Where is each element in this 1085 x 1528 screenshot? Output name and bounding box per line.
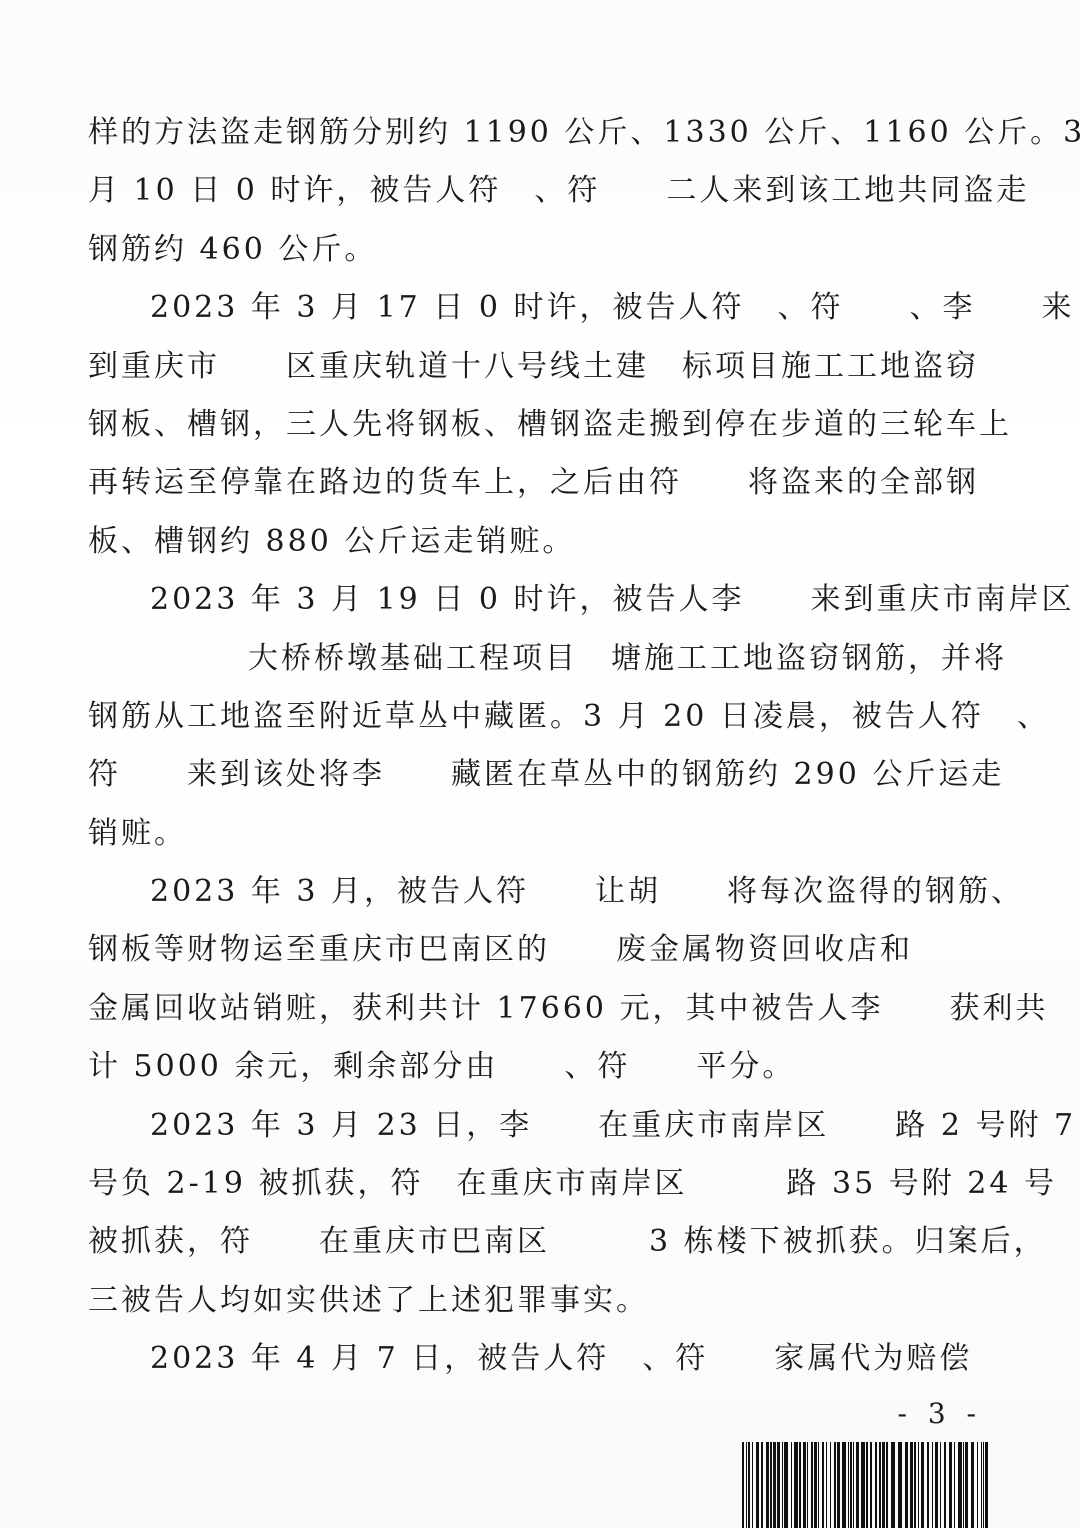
text-line: 到重庆市 区重庆轨道十八号线土建 标项目施工工地盗窃 xyxy=(88,348,979,384)
text-line: 2023 年 3 月 17 日 0 时许，被告人符 、符 、李 来 xyxy=(150,290,1075,326)
text-line: 再转运至停靠在路边的货车上，之后由符 将盗来的全部钢 xyxy=(88,465,979,501)
text-line: 金属回收站销赃，获利共计 17660 元，其中被告人李 获利共 xyxy=(88,990,1049,1026)
text-line: 计 5000 余元，剩余部分由 、符 平分。 xyxy=(88,1049,796,1085)
text-line: 号负 2-19 被抓获，符 在重庆市南岸区 路 35 号附 24 号 xyxy=(88,1166,1057,1202)
page-number: - 3 - xyxy=(897,1397,982,1430)
text-line: 被抓获，符 在重庆市巴南区 3 栋楼下被抓获。归案后， xyxy=(88,1224,1047,1260)
text-line: 样的方法盗走钢筋分别约 1190 公斤、1330 公斤、1160 公斤。3 xyxy=(88,115,1085,150)
text-line: 钢板、槽钢，三人先将钢板、槽钢盗走搬到停在步道的三轮车上 xyxy=(88,406,1012,442)
barcode-image xyxy=(740,1442,990,1528)
text-line: 2023 年 4 月 7 日，被告人符 、符 家属代为赔偿 xyxy=(150,1341,973,1377)
text-line: 月 10 日 0 时许，被告人符 、符 二人来到该工地共同盗走 xyxy=(88,173,1030,209)
text-line: 板、槽钢约 880 公斤运走销赃。 xyxy=(88,523,576,559)
text-line: 钢板等财物运至重庆市巴南区的 废金属物资回收店和 xyxy=(88,932,913,968)
text-line: 大桥桥墩基础工程项目 塘施工工地盗窃钢筋，并将 xyxy=(248,640,1007,676)
text-line: 2023 年 3 月，被告人符 让胡 将每次盗得的钢筋、 xyxy=(150,874,1025,910)
text-line: 符 来到该处将李 藏匿在草丛中的钢筋约 290 公斤运走 xyxy=(88,757,1005,793)
text-line: 2023 年 3 月 19 日 0 时许，被告人李 来到重庆市南岸区 xyxy=(150,582,1075,618)
text-line: 2023 年 3 月 23 日，李 在重庆市南岸区 路 2 号附 7 xyxy=(150,1107,1077,1143)
text-line: 钢筋约 460 公斤。 xyxy=(88,231,378,267)
text-line: 三被告人均如实供述了上述犯罪事实。 xyxy=(88,1282,649,1318)
text-line: 销赃。 xyxy=(88,815,187,851)
text-line: 钢筋从工地盗至附近草丛中藏匿。3 月 20 日凌晨，被告人符 、 xyxy=(88,698,1050,734)
document-body xyxy=(88,104,1085,1389)
